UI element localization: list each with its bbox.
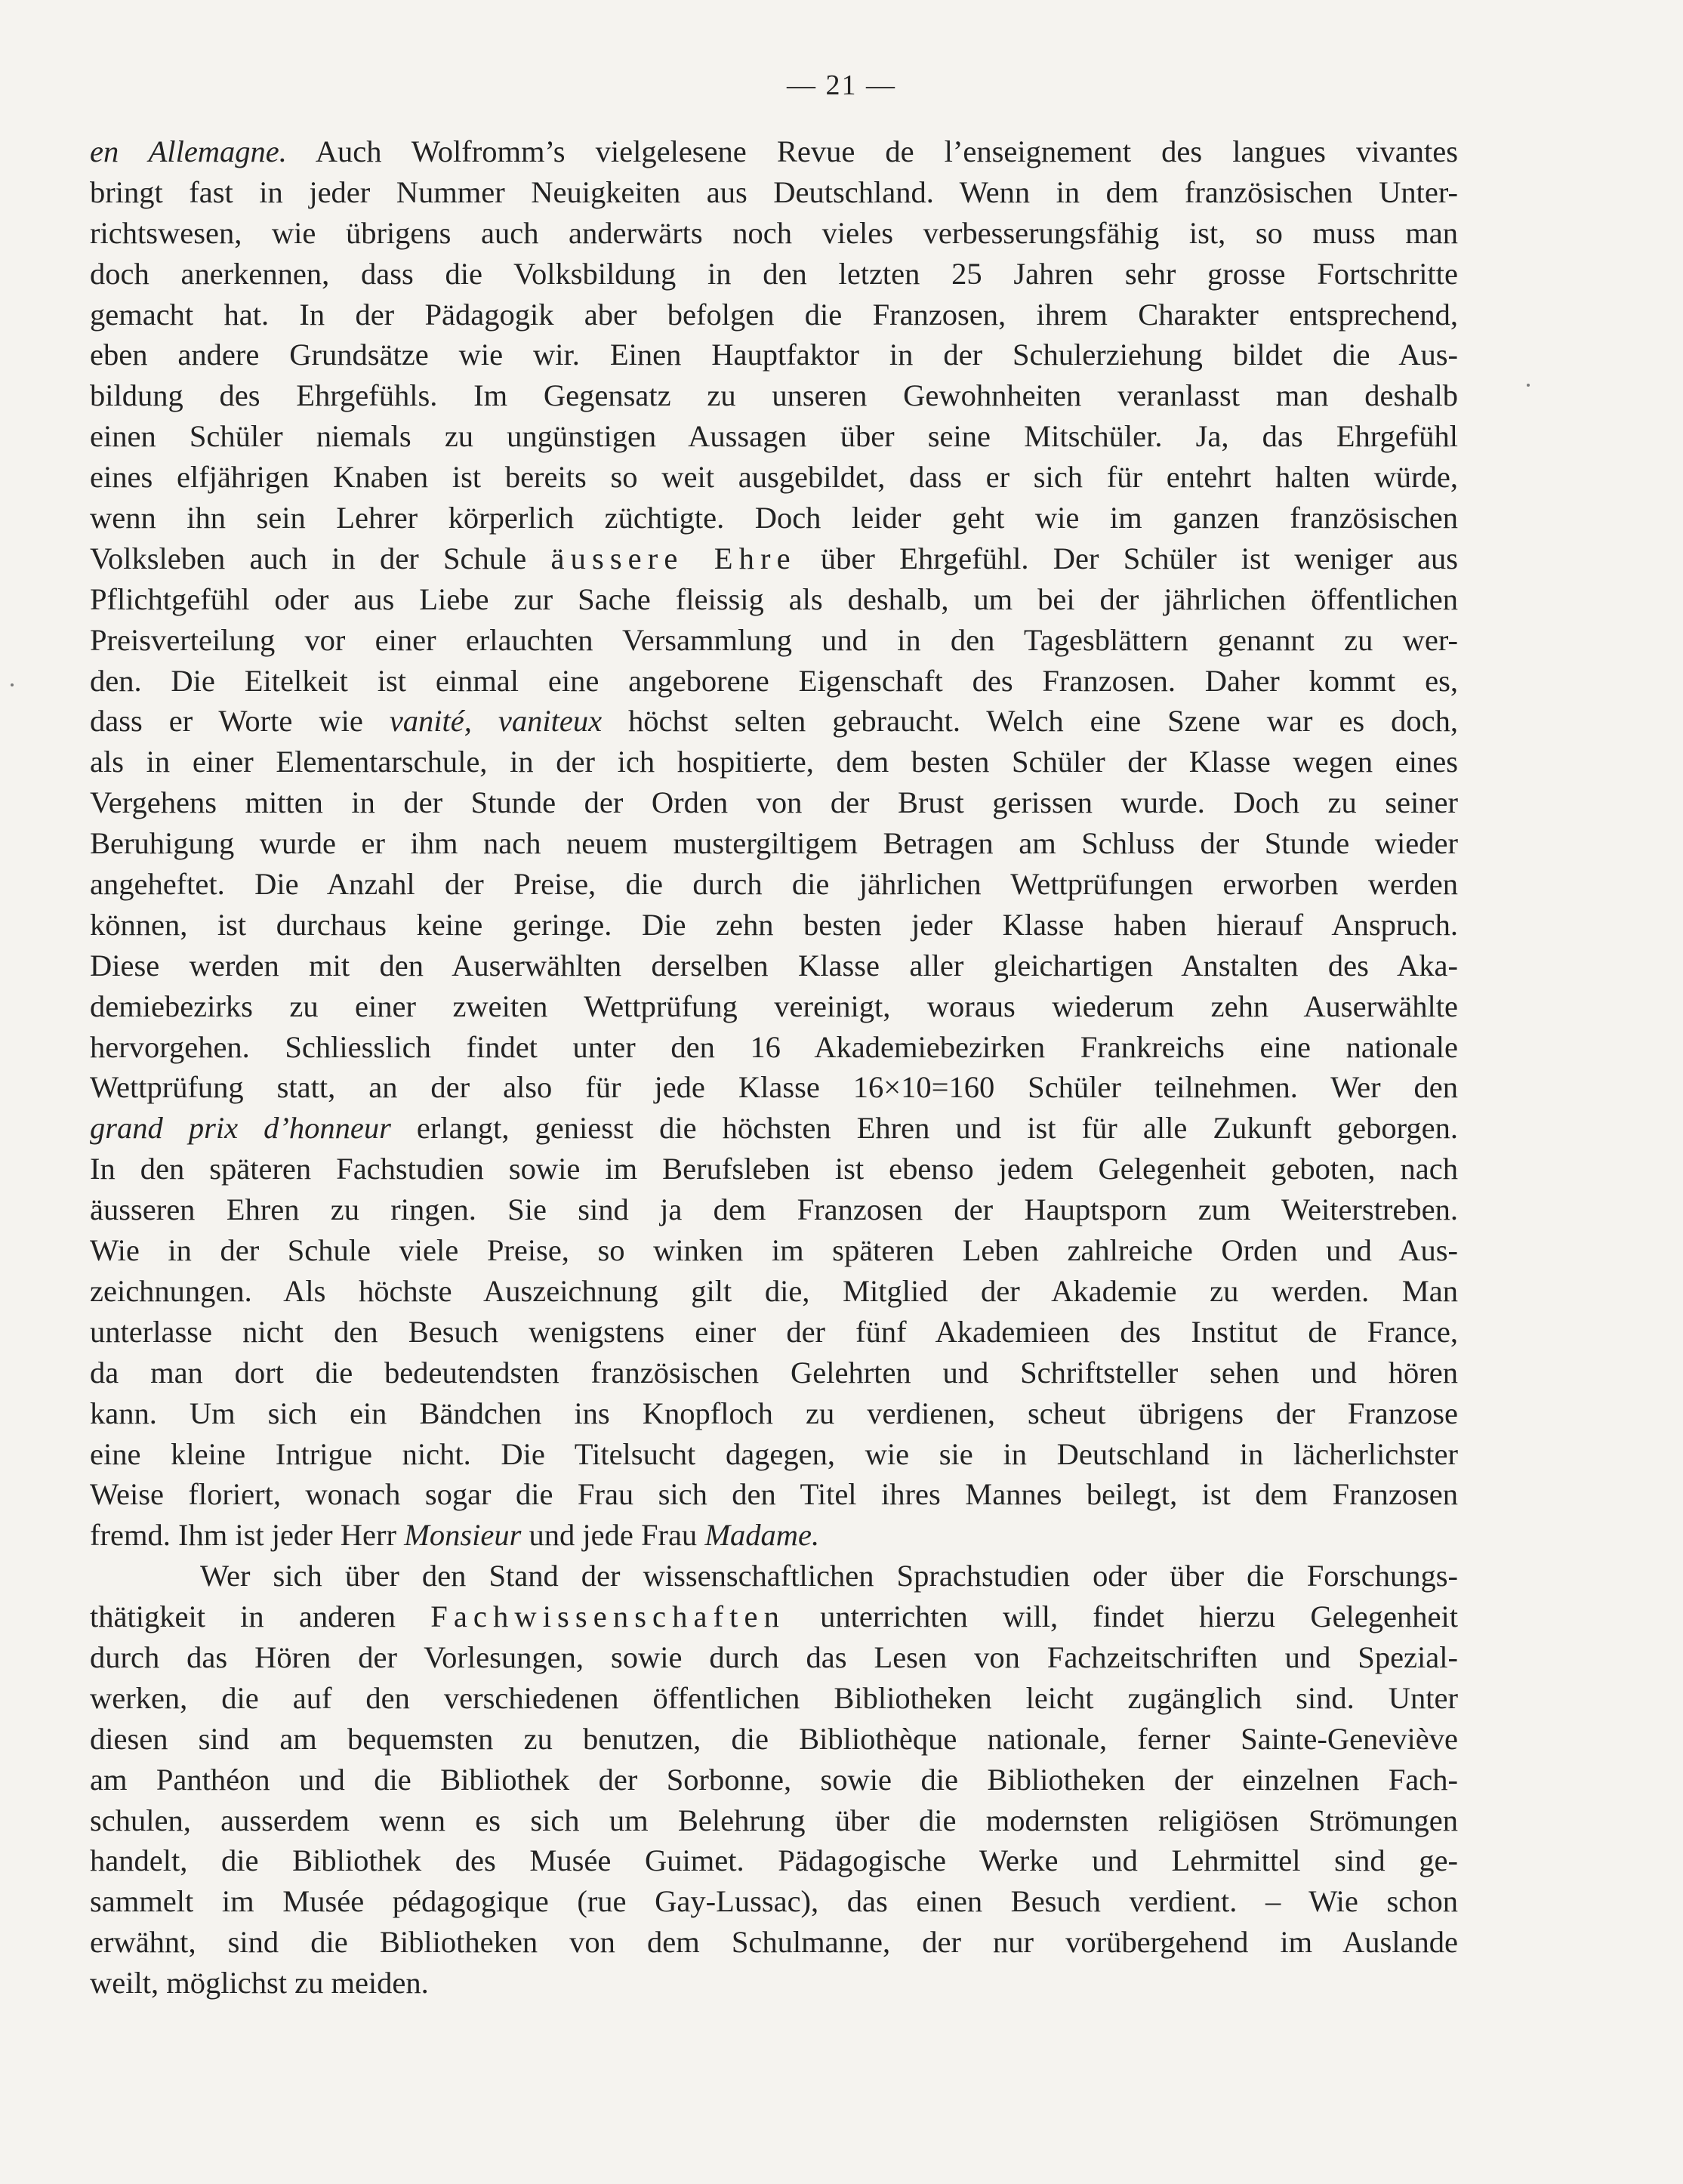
text-run: bildung des Ehrgefühls. Im Gegensatz zu unseren Gewohnheiten veranlasst man deshalb [90,378,1458,413]
text-line [90,1800,1458,1841]
text-line [90,905,1458,945]
text-run: über Ehrgefühl. Der Schüler ist weniger aus [796,541,1458,575]
text-line [90,1556,1458,1596]
text-line [90,498,1458,538]
text-run: werken, die auf den verschiedenen öffentlichen Bibliotheken leicht zugänglich sind. Unter [90,1680,1458,1715]
text-run: höchst selten gebraucht. Welch eine Szene war es doch, [602,704,1458,739]
page-number: — 21 — [787,69,896,101]
text-run: bringt fast in jeder Nummer Neuigkeiten aus Deutschland. Wenn in dem französischen Unter- [90,174,1458,209]
text-line [90,864,1458,905]
italic-text: vanité, vaniteux [389,704,603,739]
text-run: Wer sich über den Stand der wissenschaftlichen Sprachstudien oder über die Forschungs- [200,1559,1458,1593]
text-line [90,131,1458,172]
text-line [90,1312,1458,1353]
text-line [90,416,1458,457]
text-run: da man dort die bedeutendsten französischen Gelehrten und Schriftsteller sehen und hören [90,1355,1458,1390]
text-run: unterlasse nicht den Besuch wenigstens einer der fünf Akademieen des Institut de France, [90,1314,1458,1349]
text-line [90,254,1458,295]
text-run: eben andere Grundsätze wie wir. Einen Hauptfaktor in der Schulerziehung bildet die Aus- [90,338,1458,372]
text-line [90,1067,1458,1108]
text-run: schulen, ausserdem wenn es sich um Belehrung über die modernsten religiösen Strömungen [90,1803,1458,1837]
text-line [90,1434,1458,1475]
text-line [90,1515,1458,1556]
text-line [90,1393,1458,1434]
text-line [90,375,1458,416]
text-line [90,1963,1458,2004]
text-line [90,1760,1458,1800]
text-line [90,1637,1458,1678]
text-line [90,1353,1458,1393]
text-run: gemacht hat. In der Pädagogik aber befolgen die Franzosen, ihrem Charakter entsprechend, [90,297,1458,332]
text-run: Auch Wolfromm’s vielgelesene Revue de l’enseignement des langues vivantes [286,134,1458,168]
text-run: Pflichtgefühl oder aus Liebe zur Sache fleissig als deshalb, um bei der jährlichen öffentlichen [90,581,1458,616]
text-run: Preisverteilung vor einer erlauchten Versammlung und in den Tagesblättern genannt zu wer- [90,622,1458,657]
text-run: eine kleine Intrigue nicht. Die Titelsucht dagegen, wie sie in Deutschland in lächerlichster [90,1436,1458,1471]
text-line [90,782,1458,823]
text-line [90,1840,1458,1881]
text-run: als in einer Elementarschule, in der ich hospitierte, dem besten Schüler der Klasse wegen eines [90,745,1458,779]
text-run: richtswesen, wie übrigens auch anderwärts noch vieles verbesserungsfähig ist, so muss man [90,215,1458,250]
text-run: eines elfjährigen Knaben ist bereits so weit ausgebildet, dass er sich für entehrt halten würde, [90,460,1458,495]
text-line [90,1271,1458,1312]
text-run: dass er Worte wie [90,704,390,739]
text-run: In den späteren Fachstudien sowie im Berufsleben ist ebenso jedem Gelegenheit geboten, nach [90,1152,1458,1186]
text-run: sammelt im Musée pédagogique (rue Gay-Lussac), das einen Besuch verdient. – Wie schon [90,1884,1458,1919]
text-line [90,295,1458,335]
text-run: Weise floriert, wonach sogar die Frau sich den Titel ihres Mannes beilegt, ist dem Franzosen [90,1477,1458,1512]
text-run: handelt, die Bibliothek des Musée Guimet. Pädagogische Werke und Lehrmittel sind ge- [90,1843,1458,1878]
text-run: den. Die Eitelkeit ist einmal eine angeborene Eigenschaft des Franzosen. Daher kommt es, [90,663,1458,698]
text-line [90,1230,1458,1271]
text-run: können, ist durchaus keine geringe. Die zehn besten jeder Klasse haben hierauf Anspruch. [90,907,1458,942]
text-run: wenn ihn sein Lehrer körperlich züchtigte. Doch leider geht wie im ganzen französischen [90,501,1458,535]
text-run: und jede Frau [521,1518,705,1553]
text-line [90,620,1458,661]
text-run: Vergehens mitten in der Stunde der Orden von der Brust gerissen wurde. Doch zu seiner [90,785,1458,820]
italic-text: grand prix d’honneur [90,1111,391,1146]
text-line [90,1108,1458,1149]
text-run: Beruhigung wurde er ihm nach neuem mustergiltigem Betragen am Schluss der Stunde wieder [90,826,1458,861]
text-run: einen Schüler niemals zu ungünstigen Aussagen über seine Mitschüler. Ja, das Ehrgefühl [90,419,1458,454]
text-line [90,823,1458,864]
spaced-emphasis-text: Fachwissenschaften [430,1599,785,1634]
text-run: durch das Hören der Vorlesungen, sowie durch das Lesen von Fachzeitschriften und Spezial- [90,1640,1458,1674]
text-line [90,172,1458,213]
text-run: zeichnungen. Als höchste Auszeichnung gilt die, Mitglied der Akademie zu werden. Man [90,1273,1458,1308]
text-line [90,1719,1458,1760]
text-line [90,1678,1458,1719]
text-run: demiebezirks zu einer zweiten Wettprüfung vereinigt, woraus wiederum zehn Auserwählte [90,989,1458,1023]
text-line [90,457,1458,498]
text-run: unterrichten will, findet hierzu Gelegenheit [784,1599,1458,1634]
text-line [90,701,1458,742]
text-run: hervorgehen. Schliesslich findet unter den 16 Akademiebezirken Frankreichs eine nationale [90,1029,1458,1064]
scan-speck [11,683,14,686]
text-line [90,1922,1458,1963]
text-run: thätigkeit in anderen [90,1599,431,1634]
text-run: erwähnt, sind die Bibliotheken von dem Schulmanne, der nur vorübergehend im Auslande [90,1925,1458,1960]
scan-speck [1527,384,1530,387]
text-line [90,579,1458,620]
text-run: erlangt, geniesst die höchsten Ehren und ist für alle Zukunft geborgen. [390,1111,1458,1146]
spaced-emphasis-text: äussere Ehre [550,541,797,575]
text-run: kann. Um sich ein Bändchen ins Knopfloch zu verdienen, scheut übrigens der Franzose [90,1396,1458,1430]
text-line [90,742,1458,782]
text-run: weilt, möglichst zu meiden. [90,1966,429,2000]
text-line [90,213,1458,254]
text-run: äusseren Ehren zu ringen. Sie sind ja dem Franzosen der Hauptsporn zum Weiterstreben. [90,1192,1458,1227]
text-line [90,1596,1458,1637]
text-run: Wie in der Schule viele Preise, so winken im späteren Leben zahlreiche Orden und Aus- [90,1233,1458,1268]
text-line [90,986,1458,1027]
text-run: doch anerkennen, dass die Volksbildung in den letzten 25 Jahren sehr grosse Fortschritte [90,256,1458,291]
text-line [90,538,1458,579]
text-line [90,335,1458,375]
body-text [90,131,1458,2004]
text-line [90,661,1458,702]
italic-text: Madame. [704,1518,820,1553]
text-run: angeheftet. Die Anzahl der Preise, die durch die jährlichen Wettprüfungen erworben werden [90,867,1458,902]
text-run: fremd. Ihm ist jeder Herr [90,1518,405,1553]
text-run: diesen sind am bequemsten zu benutzen, die Bibliothèque nationale, ferner Sainte-Geneviève [90,1721,1458,1756]
text-line [90,1881,1458,1922]
italic-text: Monsieur [404,1518,522,1553]
italic-text: en Allemagne. [90,134,287,168]
text-line [90,1189,1458,1230]
text-run: Diese werden mit den Auserwählten derselben Klasse aller gleichartigen Anstalten des Aka- [90,948,1458,982]
text-line [90,1149,1458,1189]
text-line [90,945,1458,986]
text-run: Wettprüfung statt, an der also für jede Klasse 16×10=160 Schüler teilnehmen. Wer den [90,1070,1458,1105]
text-run: Volksleben auch in der Schule [90,541,551,575]
text-line [90,1027,1458,1068]
text-run: am Panthéon und die Bibliothek der Sorbonne, sowie die Bibliotheken der einzelnen Fach- [90,1762,1458,1797]
text-line [90,1474,1458,1515]
